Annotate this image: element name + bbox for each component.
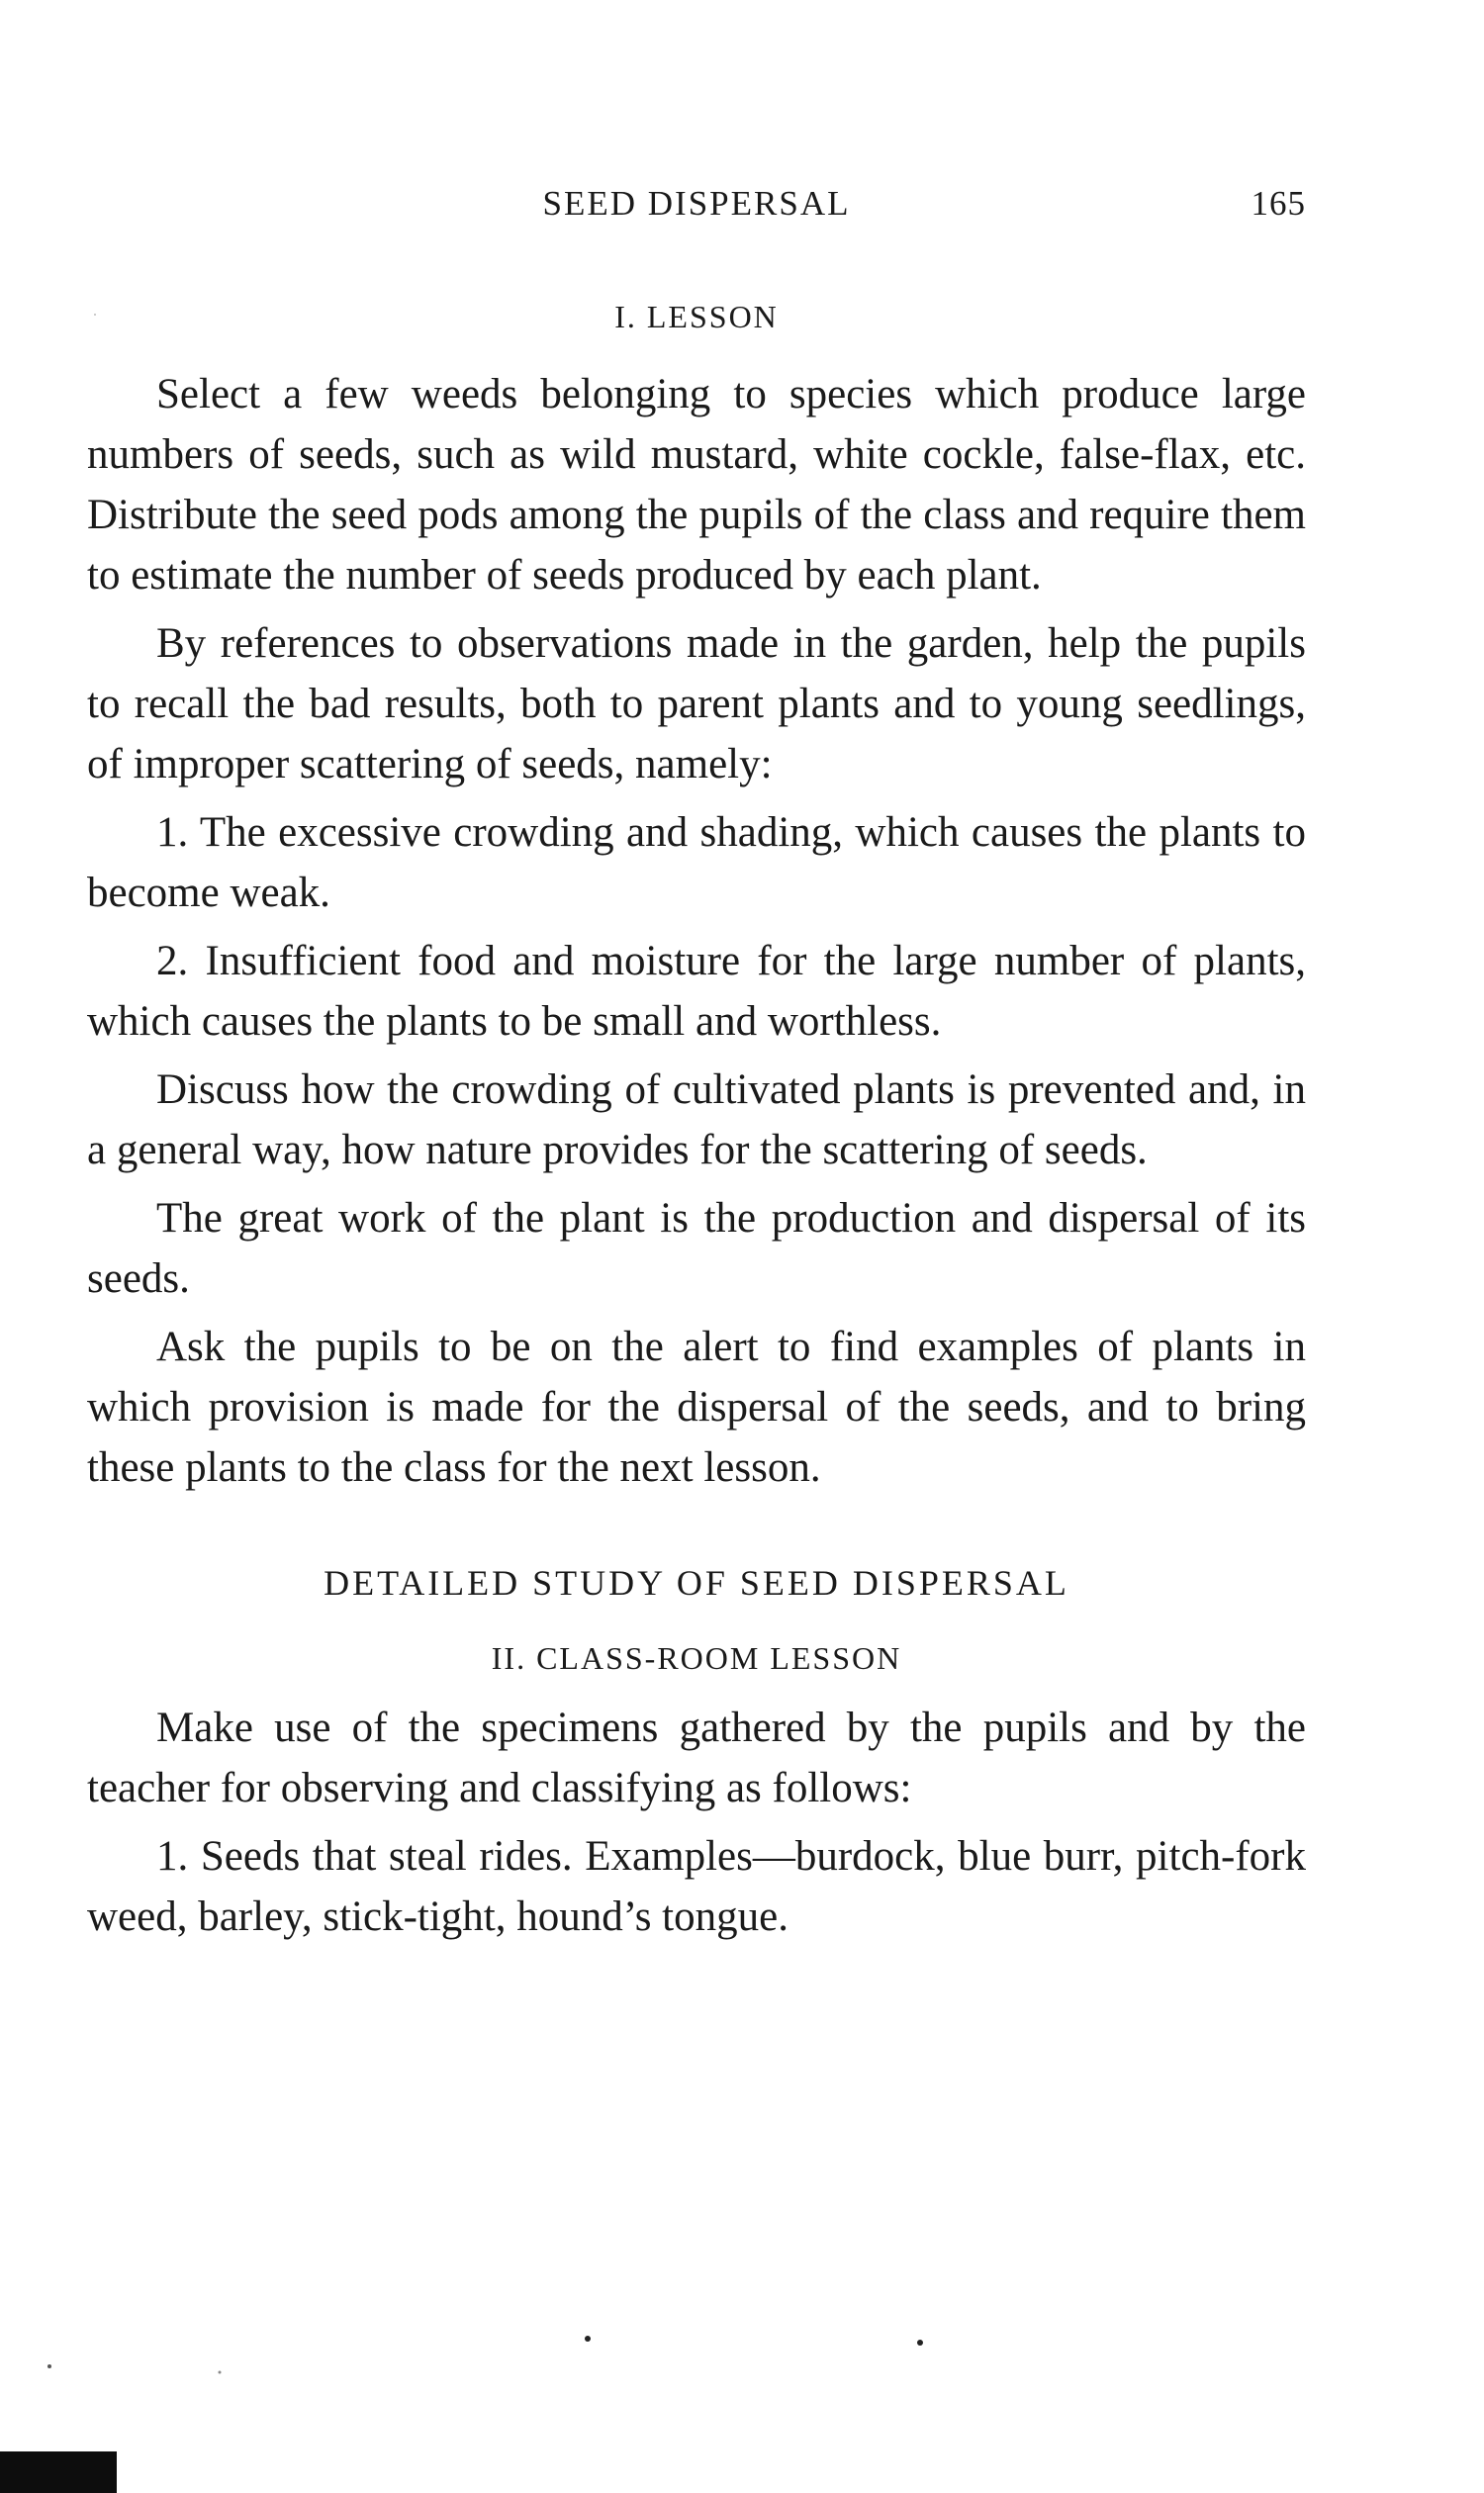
list-item: 2. Insufficient food and moisture for the large number of plants, which causes the plants to be small and worthless. (87, 938, 1306, 1045)
section-heading-detailed-study: DETAILED STUDY OF SEED DISPERSAL (324, 1563, 1069, 1603)
list-item: 1. Seeds that steal rides. Examples—burdock, blue burr, pitch-fork weed, barley, stick-tight, hound’s tongue. (87, 1833, 1306, 1940)
paragraph: Ask the pupils to be on the alert to find examples of plants in which provision is made for the dispersal of the seeds, and to bring these plants to the class for the next lesson. (87, 1324, 1306, 1491)
scan-speck (585, 2336, 591, 2342)
paragraph: Select a few weeds belonging to species which produce large numbers of seeds, such as wild mustard, white cockle, false-flax, etc. Distribute the seed pods among the pupils of the class and require them to estimate the number of seeds produced by each plant. (87, 371, 1306, 599)
scan-speck (219, 2371, 222, 2374)
scan-speck (47, 2364, 51, 2368)
section-subheading-class-room-lesson: II. CLASS-ROOM LESSON (491, 1640, 902, 1676)
paragraph: Discuss how the crowding of cultivated plants is prevented and, in a general way, how nature provides for the scattering of seeds. (87, 1066, 1306, 1173)
paragraph: By references to observations made in the garden, help the pupils to recall the bad results, both to parent plants and to young seedlings, of improper scattering of seeds, namely: (87, 620, 1306, 787)
running-title: SEED DISPERSAL (542, 184, 851, 223)
paragraph: Make use of the specimens gathered by the pupils and by the teacher for observing and classifying as follows: (87, 1705, 1306, 1811)
page-number: 165 (1251, 184, 1306, 223)
list-item: 1. The excessive crowding and shading, which causes the plants to become weak. (87, 809, 1306, 916)
scan-edge-blot (0, 2451, 117, 2493)
scan-speck (94, 314, 96, 316)
section-heading-lesson: I. LESSON (614, 299, 779, 334)
paragraph: The great work of the plant is the production and dispersal of its seeds. (87, 1195, 1306, 1302)
scan-speck (917, 2340, 923, 2346)
